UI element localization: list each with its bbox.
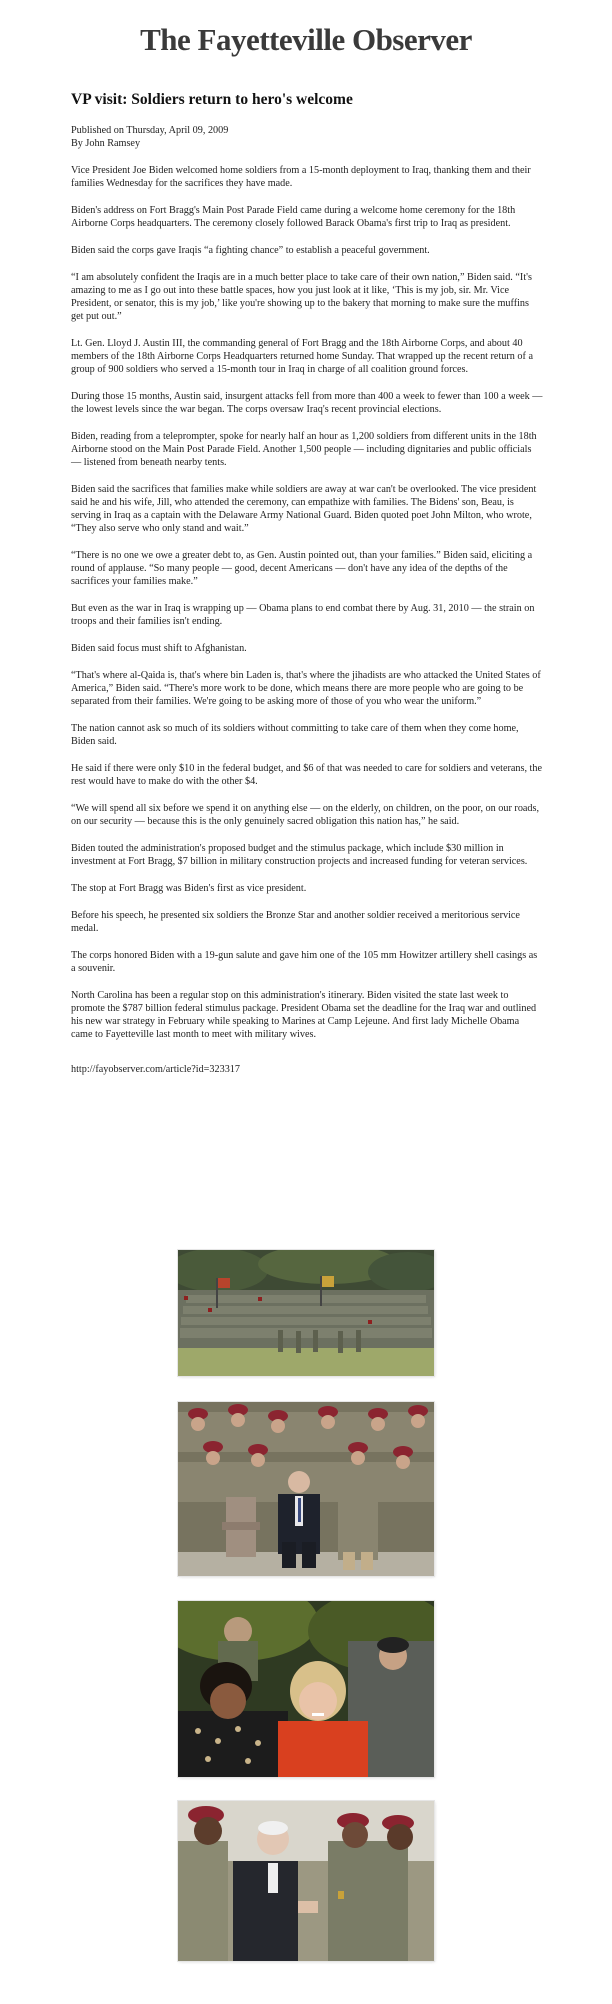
paragraph: Biden said focus must shift to Afghanistan. <box>71 643 247 654</box>
paragraph: “That's where al-Qaida is, that's where bin Laden is, that's where the jihadists are who attacked the United States of America,” Biden said. “There's more work to be done, which means there are more people who are going to be separated from their families. We're going to be asking more of those of you who wear the uniform.” <box>71 670 541 707</box>
photo-parade-field <box>178 1250 434 1376</box>
paragraph: Before his speech, he presented six soldiers the Bronze Star and another soldier received a meritorious service medal. <box>71 910 520 934</box>
paragraph: During those 15 months, Austin said, insurgent attacks fell from more than 400 a week to fewer than 100 a week — the lowest levels since the war began. The corps oversaw Iraq's recent provincial elections. <box>71 391 543 415</box>
biden-soldiers-image <box>178 1402 434 1576</box>
paragraph: Biden's address on Fort Bragg's Main Post Parade Field came during a welcome home ceremony for the 18th Airborne Corps headquarters. The ceremony closely followed Barack Obama's first trip to Iraq as president. <box>71 205 516 229</box>
parade-field-image <box>178 1250 434 1376</box>
paragraph: “I am absolutely confident the Iraqis are in a much better place to take care of their own nation,” Biden said. “It's amazing to me as I go out into these battle spaces, how you just look at it like, ‘This is my job, sir. Mr. Vice President, or senator, this is my job,’ like you're showing up to the bakery that morning to make sure the muffins get put out.” <box>71 272 532 322</box>
paragraph: He said if there were only $10 in the federal budget, and $6 of that was needed to care for soldiers and veterans, the rest would have to make do with the other $4. <box>71 763 542 787</box>
paragraph: “There is no one we owe a greater debt to, as Gen. Austin pointed out, than your families.” Biden said, eliciting a round of applause. “So many people — good, decent Americans — don't have any idea of the depths of the sacrifices your families make.” <box>71 550 533 587</box>
published-date: Published on Thursday, April 09, 2009 <box>71 125 229 136</box>
article-meta <box>71 124 543 150</box>
article <box>71 90 543 1076</box>
photo-biden-with-soldiers <box>178 1402 434 1576</box>
photo-medal-presentation <box>178 1801 434 1961</box>
medal-presentation-image <box>178 1801 434 1961</box>
paragraph: “We will spend all six before we spend it on anything else — on the elderly, on children, on the poor, on our roads, on our security — because this is the only genuinely sacred obligation this nation has,” he said. <box>71 803 540 827</box>
paragraph: The corps honored Biden with a 19-gun salute and gave him one of the 105 mm Howitzer artillery shell casings as a souvenir. <box>71 950 538 974</box>
paragraph: Biden said the corps gave Iraqis “a fighting chance” to establish a peaceful government. <box>71 245 430 256</box>
photo-ceremony-guests <box>178 1601 434 1777</box>
paragraph: Biden, reading from a teleprompter, spoke for nearly half an hour as 1,200 soldiers from different units in the 18th Airborne stood on the Main Post Parade Field. Another 1,500 people — including dignitaries and public officials — listened from beneath nearby tents. <box>71 431 537 468</box>
headline: VP visit: Soldiers return to hero's welcome <box>71 91 353 108</box>
paragraph: The stop at Fort Bragg was Biden's first as vice president. <box>71 883 307 894</box>
byline: By John Ramsey <box>71 138 141 149</box>
paragraph: Biden said the sacrifices that families make while soldiers are away at war can't be overlooked. The vice president said he and his wife, Jill, who attended the ceremony, can empathize with families. The Bidens' son, Beau, is serving in Iraq as a captain with the Delaware Army National Guard. Biden quoted poet John Milton, who wrote, “They also serve who only stand and wait.” <box>71 484 537 534</box>
paragraph: Biden touted the administration's proposed budget and the stimulus package, which include $30 million in investment at Fort Bragg, $7 billion in military construction projects and increased funding for veteran services. <box>71 843 528 867</box>
article-url: http://fayobserver.com/article?id=323317 <box>71 1064 240 1075</box>
paragraph: Vice President Joe Biden welcomed home soldiers from a 15-month deployment to Iraq, thanking them and their families Wednesday for the sacrifices they have made. <box>71 165 531 189</box>
masthead-logo: The Fayetteville Observer <box>140 22 472 57</box>
paragraph: The nation cannot ask so much of its soldiers without committing to take care of them when they come home, Biden said. <box>71 723 519 747</box>
paragraph: North Carolina has been a regular stop on this administration's itinerary. Biden visited the state last week to promote the $787 billion federal stimulus package. President Obama set the deadline for the Iraq war and outlined his new war strategy in February while speaking to Marines at Camp Lejeune. And first lady Michelle Obama came to Fayetteville last month to meet with military wives. <box>71 990 537 1040</box>
paragraph: But even as the war in Iraq is wrapping up — Obama plans to end combat there by Aug. 31, 2010 — the strain on troops and their families isn't ending. <box>71 603 535 627</box>
ceremony-guests-image <box>178 1601 434 1777</box>
paragraph: Lt. Gen. Lloyd J. Austin III, the commanding general of Fort Bragg and the 18th Airborne Corps, and about 40 members of the 18th Airborne Corps Headquarters returned home Sunday. That wrapped up the recent return of a group of 900 soldiers who served a 15-month tour in Iraq in charge of all coalition ground forces. <box>71 338 533 375</box>
